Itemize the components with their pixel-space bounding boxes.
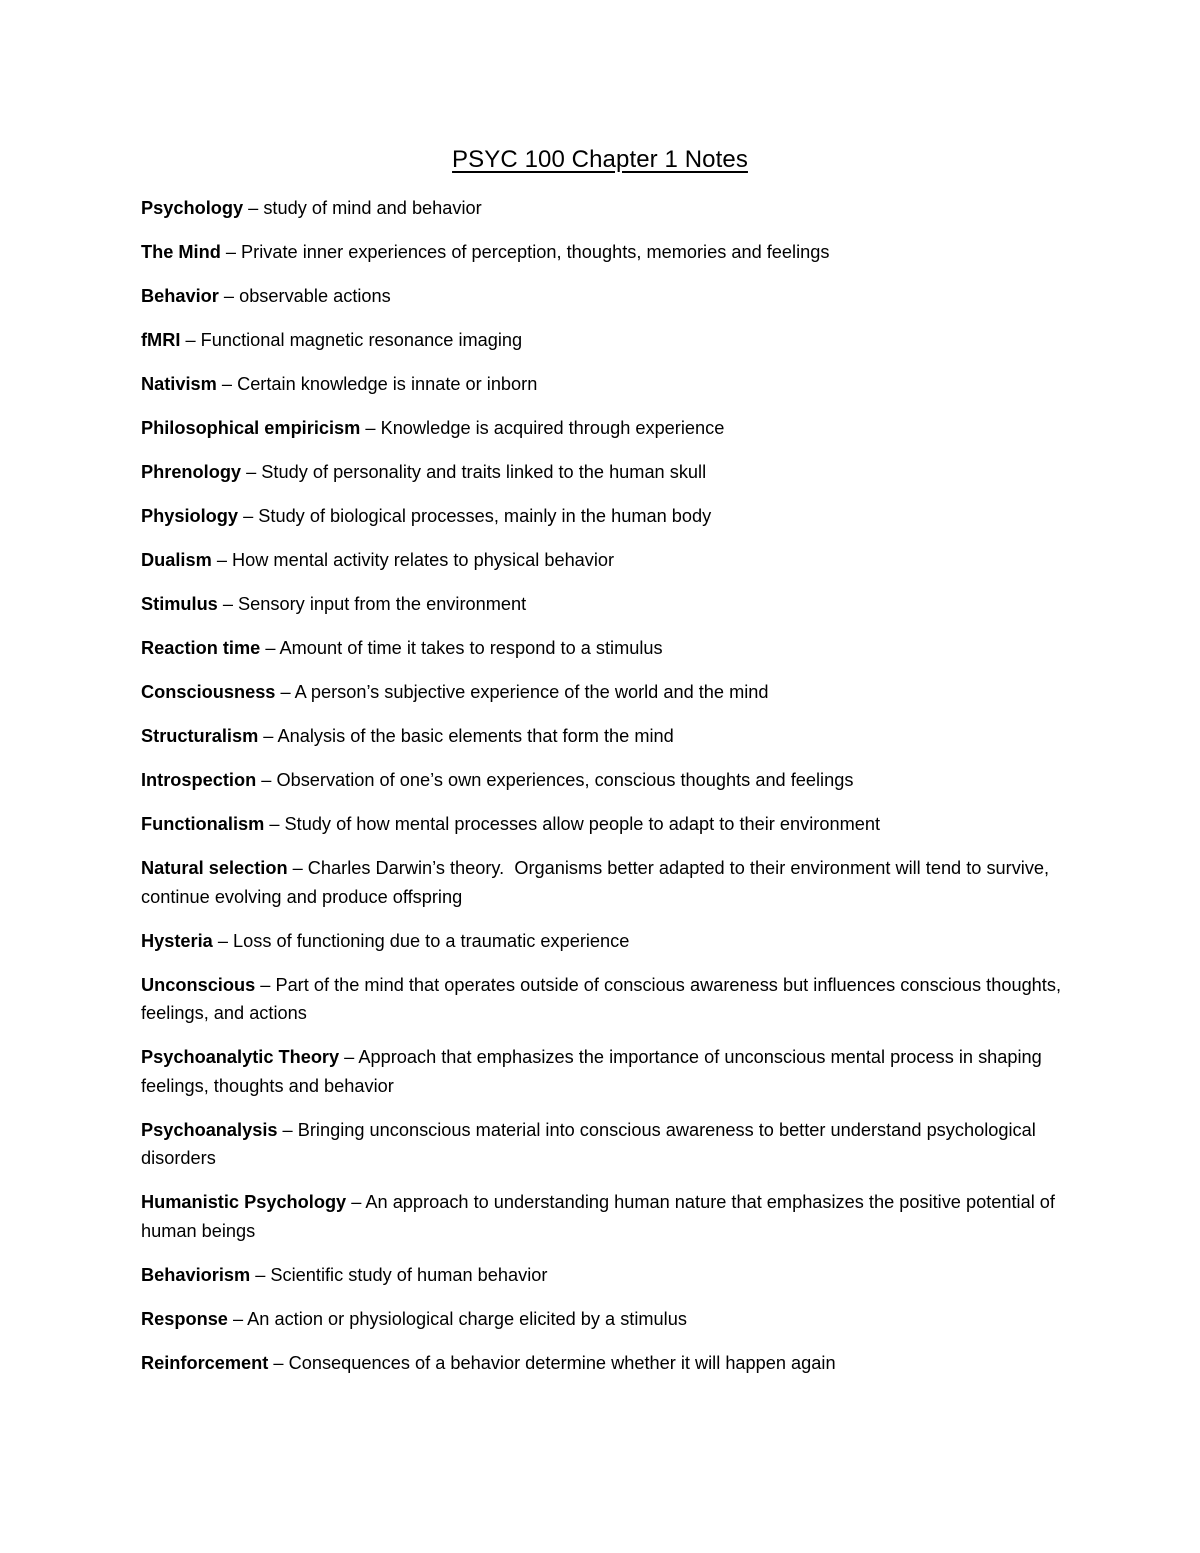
glossary-term: Behaviorism: [141, 1264, 251, 1285]
glossary-definition: Charles Darwin’s theory. Organisms better adapted to their environment will tend to survive, continue evolving and produce offspring: [141, 858, 1055, 907]
glossary-entry: [141, 722, 1066, 751]
glossary-entry: [141, 927, 1066, 956]
term-separator: –: [256, 770, 277, 790]
glossary-list: [141, 194, 1066, 1393]
glossary-definition: Analysis of the basic elements that form the mind: [277, 726, 674, 746]
glossary-term: Functionalism: [141, 814, 265, 834]
glossary-term: Psychoanalysis: [141, 1119, 278, 1140]
term-separator: –: [227, 1308, 248, 1329]
glossary-term: Physiology: [141, 506, 239, 526]
glossary-entry: [141, 766, 1066, 795]
glossary-term: fMRI: [141, 330, 181, 350]
term-separator: –: [216, 374, 238, 394]
glossary-entry: [141, 370, 1066, 399]
glossary-entry: [141, 590, 1066, 619]
glossary-definition: Consequences of a behavior determine whether it will happen again: [288, 1352, 836, 1373]
glossary-term: The Mind: [141, 242, 221, 262]
term-separator: –: [218, 286, 240, 306]
glossary-definition: Functional magnetic resonance imaging: [200, 330, 523, 350]
glossary-definition: Study of personality and traits linked to the human skull: [261, 462, 707, 482]
glossary-definition: How mental activity relates to physical behavior: [232, 550, 615, 570]
glossary-term: Hysteria: [141, 930, 213, 951]
term-separator: –: [258, 726, 278, 746]
glossary-term: Unconscious: [141, 974, 256, 995]
glossary-definition: Study of biological processes, mainly in the human body: [258, 506, 712, 526]
glossary-entry: [141, 194, 1066, 223]
term-separator: –: [220, 242, 242, 262]
glossary-entry: [141, 502, 1066, 531]
glossary-entry: [141, 546, 1066, 575]
glossary-definition: study of mind and behavior: [263, 198, 482, 218]
glossary-definition: Part of the mind that operates outside of conscious awareness but influences conscious thoughts, feelings, and actions: [141, 974, 1061, 1023]
glossary-term: Structuralism: [141, 726, 259, 746]
glossary-entry: [141, 634, 1066, 663]
glossary-term: Natural selection: [141, 858, 288, 878]
glossary-definition: Observation of one’s own experiences, conscious thoughts and feelings: [276, 770, 854, 790]
glossary-definition: Approach that emphasizes the importance of unconscious mental process in shaping feelings, thoughts and behavior: [141, 1047, 1042, 1096]
glossary-definition: Scientific study of human behavior: [270, 1264, 548, 1285]
glossary-definition: A person’s subjective experience of the world and the mind: [294, 682, 769, 702]
glossary-term: Reinforcement: [141, 1352, 269, 1373]
glossary-term: Humanistic Psychology: [141, 1192, 347, 1212]
glossary-definition: observable actions: [239, 286, 391, 306]
term-separator: –: [277, 1119, 298, 1140]
term-separator: –: [238, 506, 259, 526]
glossary-term: Nativism: [141, 374, 217, 394]
term-separator: –: [339, 1047, 359, 1067]
glossary-definition: Private inner experiences of perception, thoughts, memories and feelings: [241, 242, 830, 262]
glossary-entry: [141, 1261, 1066, 1290]
glossary-definition: Certain knowledge is innate or inborn: [237, 374, 538, 394]
term-separator: –: [287, 858, 308, 878]
glossary-entry: [141, 238, 1066, 267]
glossary-definition: Knowledge is acquired through experience: [380, 418, 725, 438]
glossary-entry: [141, 1043, 1066, 1100]
term-separator: –: [264, 814, 285, 834]
glossary-entry: [141, 1349, 1066, 1378]
glossary-entry: [141, 1188, 1066, 1245]
term-separator: –: [346, 1192, 366, 1212]
glossary-term: Dualism: [141, 550, 212, 570]
glossary-term: Introspection: [141, 770, 257, 790]
glossary-entry: [141, 414, 1066, 443]
term-separator: –: [255, 974, 276, 995]
glossary-term: Psychoanalytic Theory: [141, 1047, 340, 1067]
term-separator: –: [360, 418, 381, 438]
term-separator: –: [180, 330, 201, 350]
glossary-entry: [141, 458, 1066, 487]
term-separator: –: [268, 1352, 289, 1373]
term-separator: –: [260, 638, 280, 658]
glossary-term: Stimulus: [141, 594, 218, 614]
glossary-definition: An approach to understanding human nature that emphasizes the positive potential of human beings: [141, 1192, 1055, 1241]
term-separator: –: [217, 594, 239, 614]
glossary-term: Reaction time: [141, 638, 261, 658]
glossary-entry: [141, 1116, 1066, 1173]
page-title: PSYC 100 Chapter 1 Notes: [452, 146, 748, 173]
glossary-term: Response: [141, 1308, 228, 1329]
glossary-entry: [141, 678, 1066, 707]
glossary-term: Philosophical empiricism: [141, 418, 361, 438]
glossary-term: Consciousness: [141, 682, 276, 702]
glossary-entry: [141, 854, 1066, 911]
glossary-term: Psychology: [141, 198, 244, 218]
glossary-definition: Study of how mental processes allow people to adapt to their environment: [284, 814, 880, 834]
term-separator: –: [250, 1264, 271, 1285]
glossary-term: Phrenology: [141, 462, 242, 482]
glossary-definition: Loss of functioning due to a traumatic experience: [233, 930, 630, 951]
glossary-entry: [141, 1305, 1066, 1334]
term-separator: –: [211, 550, 232, 570]
glossary-entry: [141, 971, 1066, 1028]
glossary-definition: Bringing unconscious material into conscious awareness to better understand psychological disorders: [141, 1119, 1036, 1168]
glossary-entry: [141, 810, 1066, 839]
term-separator: –: [241, 462, 262, 482]
glossary-definition: An action or physiological charge elicited by a stimulus: [247, 1308, 687, 1329]
term-separator: –: [275, 682, 295, 702]
glossary-entry: [141, 282, 1066, 311]
glossary-entry: [141, 326, 1066, 355]
glossary-definition: Amount of time it takes to respond to a stimulus: [279, 638, 663, 658]
glossary-term: Behavior: [141, 286, 219, 306]
glossary-definition: Sensory input from the environment: [238, 594, 527, 614]
term-separator: –: [243, 198, 264, 218]
term-separator: –: [212, 930, 234, 951]
